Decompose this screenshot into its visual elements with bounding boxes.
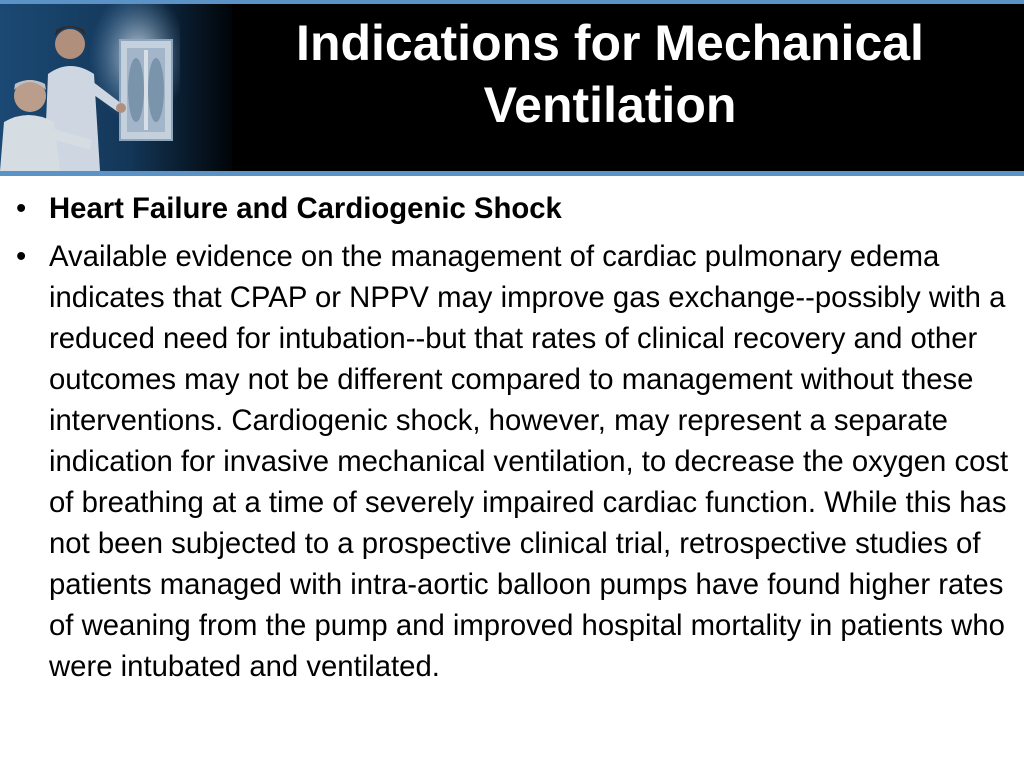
slide-body bbox=[0, 188, 1024, 694]
bullet-body-text: Available evidence on the management of cardiac pulmonary edema indicates that CPAP or NPPV may improve gas exchange--possibly with a reduced need for intubation--but that rates of clinical recovery and other outcomes may not be different compared to management without these interventions. Cardiogenic shock, however, may represent a separate indication for invasive mechanical ventilation, to decrease the oxygen cost of breathing at a time of severely impaired cardiac function. While this has not been subjected to a prospective clinical trial, retrospective studies of patients managed with intra-aortic balloon pumps have found higher rates of weaning from the pump and improved hospital mortality in patients who were intubated and ventilated. bbox=[49, 240, 1009, 683]
bullet-heading-text: Heart Failure and Cardiogenic Shock bbox=[49, 192, 562, 225]
bullet-list bbox=[0, 188, 1024, 687]
slide-header bbox=[0, 4, 1024, 171]
bullet-item-body bbox=[0, 236, 1024, 687]
slide-title: Indications for Mechanical Ventilation bbox=[296, 15, 924, 133]
header-bottom-accent-line bbox=[0, 171, 1024, 176]
bullet-icon: • bbox=[16, 192, 27, 225]
doctors-xray-photo-icon bbox=[0, 4, 232, 171]
bullet-item-heading bbox=[0, 188, 1024, 229]
bullet-icon: • bbox=[16, 240, 27, 273]
